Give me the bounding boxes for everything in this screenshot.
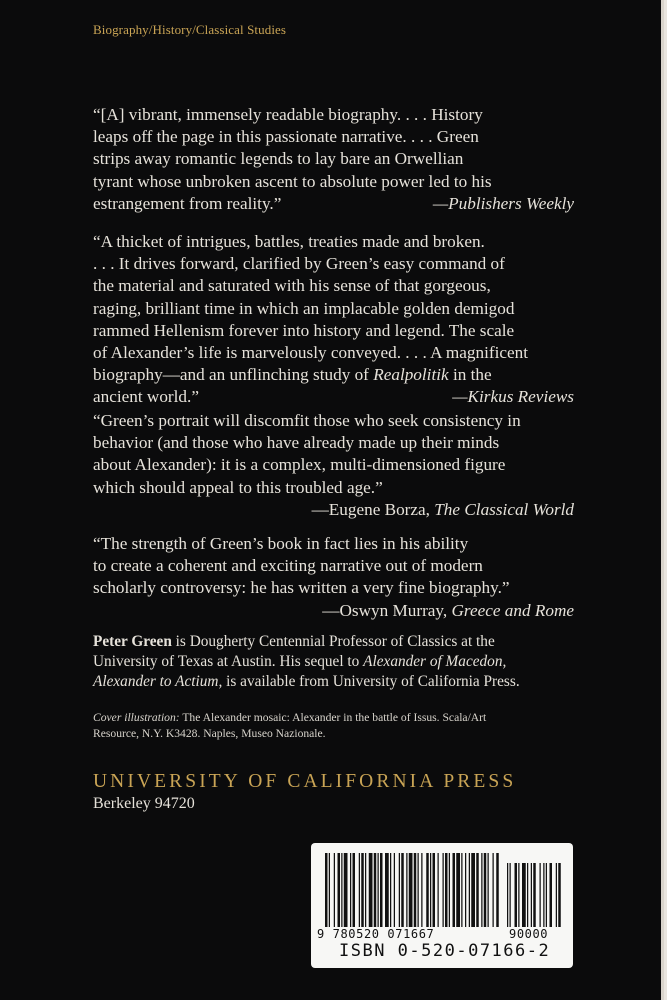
quote-line: estrangement from reality.” [93, 193, 282, 213]
barcode-bar [394, 853, 395, 927]
publisher-name: UNIVERSITY OF CALIFORNIA PRESS [93, 771, 517, 792]
barcode-label [311, 843, 573, 968]
barcode-bar [390, 853, 391, 927]
bio-text: is available from University of California Press. [222, 673, 520, 690]
barcode-addon-bar [510, 863, 511, 927]
quote-line: the material and saturated with his sense of that gorgeous, [93, 276, 491, 296]
publisher-city: Berkeley 94720 [93, 795, 195, 812]
author-name: Peter Green [93, 633, 172, 650]
quote-last-line [93, 386, 588, 408]
barcode-addon-bar [558, 863, 561, 927]
quote-line: of Alexander’s life is marvelously conveyed. . . . A magnificent [93, 343, 528, 363]
credit-line: Resource, N.Y. K3428. Naples, Museo Nazionale. [93, 727, 326, 740]
barcode-bar [385, 853, 389, 927]
barcode-addon-bar [531, 863, 532, 927]
barcode-icon [321, 853, 563, 929]
barcode-bar [401, 853, 404, 927]
barcode-bar [443, 853, 444, 927]
barcode-bar [378, 853, 379, 927]
barcode-bar [365, 853, 366, 927]
barcode-bar [369, 853, 373, 927]
credit-text: The Alexander mosaic: Alexander in the battle of Issus. Scala/Art [179, 711, 487, 724]
review-quote-kirkus [93, 231, 588, 409]
barcode-bar [433, 853, 436, 927]
quote-source-name: —Oswyn Murray, [322, 600, 452, 620]
quote-line: scholarly controversy: he has written a very fine biography.” [93, 578, 510, 598]
barcode-bar [438, 853, 439, 927]
credit-line [93, 710, 563, 726]
quote-source [93, 499, 588, 521]
review-quote-murray [93, 533, 588, 622]
barcode-addon-bar [518, 863, 519, 927]
barcode-addon-bar [556, 863, 557, 927]
quote-line: to create a coherent and exciting narrative out of modern [93, 556, 483, 576]
quote-text: biography—and an unflinching study of [93, 365, 374, 385]
barcode-bar [344, 853, 348, 927]
quote-line: strips away romantic legends to lay bare an Orwellian [93, 149, 464, 169]
barcode-bar [341, 853, 342, 927]
bio-line [93, 672, 623, 692]
quote-line: “[A] vibrant, immensely readable biography. . . . History [93, 105, 483, 124]
quote-last-line [93, 193, 588, 215]
barcode-bar [338, 853, 341, 927]
review-quote-borza [93, 410, 588, 521]
review-quote-publishers-weekly [93, 104, 588, 215]
barcode-bar [476, 853, 479, 927]
barcode-bar [374, 853, 377, 927]
barcode-addon-bar [533, 863, 536, 927]
quote-line: behavior (and those who have already made up their minds [93, 433, 500, 453]
quote-line: rammed Hellenism forever into history and legend. The scale [93, 320, 515, 340]
barcode-addon-bar [543, 863, 544, 927]
quote-source: —Kirkus Reviews [452, 387, 574, 407]
barcode-bar [359, 853, 360, 927]
barcode-addon-bar [546, 863, 547, 927]
quote-source-publication: The Classical World [434, 499, 574, 519]
barcode-bar [461, 853, 462, 927]
barcode-bar [325, 853, 328, 927]
barcode-bar [445, 853, 448, 927]
barcode-addon: 90000 [509, 927, 549, 941]
barcode-addon-bar [515, 863, 518, 927]
barcode-bar [465, 853, 466, 927]
barcode-addon-bar [540, 863, 541, 927]
barcode-bar [496, 853, 499, 927]
barcode-bar [488, 853, 489, 927]
quote-line: “The strength of Green’s book in fact lies in his ability [93, 534, 469, 553]
barcode-bar [399, 853, 400, 927]
credit-label: Cover illustration: [93, 711, 180, 724]
isbn-number: ISBN 0-520-07166-2 [339, 941, 551, 961]
quote-source-publication: Greece and Rome [451, 600, 574, 620]
barcode-bar [361, 853, 364, 927]
cover-illustration-credit [93, 710, 563, 742]
bio-line [93, 652, 623, 672]
barcode-bar [380, 853, 383, 927]
quote-line: tyrant whose unbroken ascent to absolute power led to his [93, 171, 492, 191]
quote-source: —Publishers Weekly [432, 193, 574, 213]
barcode-bar [421, 853, 422, 927]
quote-source-name: —Eugene Borza, [311, 499, 435, 519]
quote-line: about Alexander): it is a complex, multi-dimensioned figure [93, 455, 506, 475]
barcode-bar [449, 853, 450, 927]
bio-book-title: Alexander of Macedon, [363, 653, 507, 670]
quote-line: which should appeal to this troubled age.” [93, 477, 383, 497]
bio-text: University of Texas at Austin. His sequel to [93, 653, 364, 670]
barcode-bar [406, 853, 407, 927]
barcode-bar [334, 853, 335, 927]
barcode-bar [456, 853, 460, 927]
barcode-addon-bar [550, 863, 553, 927]
barcode-bar [453, 853, 456, 927]
author-bio [93, 632, 623, 692]
quote-line [93, 364, 588, 386]
barcode-bar [353, 853, 356, 927]
barcode-bar [493, 853, 494, 927]
barcode-digits [317, 927, 567, 941]
barcode-bar [481, 853, 482, 927]
barcode-bar [329, 853, 330, 927]
barcode-bar [469, 853, 470, 927]
quote-text: in the [448, 365, 492, 385]
barcode-bar [430, 853, 431, 927]
barcode-bar [471, 853, 475, 927]
barcode-bar [409, 853, 413, 927]
barcode-addon-bar [527, 863, 528, 927]
barcode-ean: 9 780520 071667 [317, 927, 435, 941]
quote-source [93, 600, 588, 622]
quote-line: ancient world.” [93, 387, 199, 407]
barcode-bar [414, 853, 417, 927]
quote-line: “Green’s portrait will discomfit those who seek consistency in [93, 411, 521, 430]
barcode-bar [350, 853, 351, 927]
barcode-bar [426, 853, 429, 927]
quote-line: raging, brilliant time in which an implacable golden demigod [93, 298, 515, 318]
barcode-addon-bar [522, 863, 526, 927]
bio-text: is Dougherty Centennial Professor of Classics at the [171, 633, 495, 650]
quote-line: leaps off the page in this passionate narrative. . . . Green [93, 127, 479, 147]
quote-line: . . . It drives forward, clarified by Green’s easy command of [93, 254, 505, 274]
bio-line [93, 632, 623, 652]
barcode-bar [484, 853, 487, 927]
quote-emphasis: Realpolitik [373, 365, 449, 385]
barcode-addon-bar [507, 863, 508, 927]
bio-book-title: Alexander to Actium, [93, 673, 223, 690]
quote-line: “A thicket of intrigues, battles, treaties made and broken. [93, 232, 485, 251]
barcode-bar [418, 853, 419, 927]
category-label: Biography/History/Classical Studies [93, 22, 287, 37]
